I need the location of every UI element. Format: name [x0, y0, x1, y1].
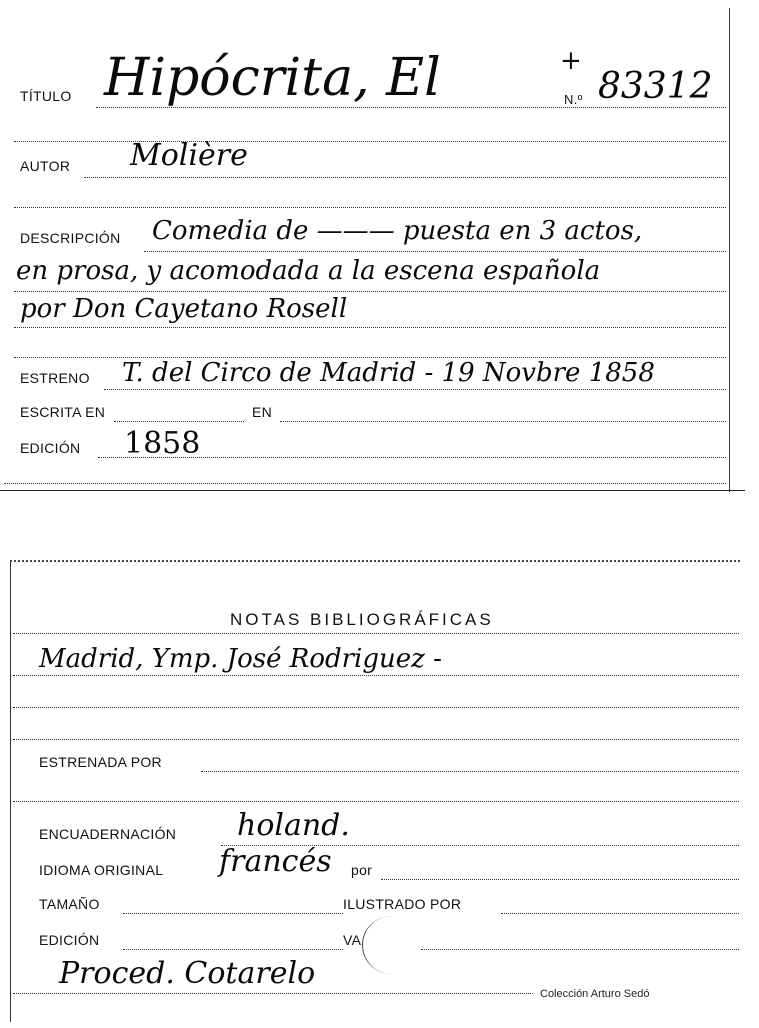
- en-line: [280, 420, 726, 422]
- descripcion-line-1: Comedia de ——— puesta en 3 actos,: [152, 216, 643, 246]
- va-line: [421, 948, 739, 950]
- numero-label: N.º: [564, 92, 583, 107]
- tamano-line: [123, 912, 343, 914]
- estreno-value: T. del Circo de Madrid - 19 Novbre 1858: [122, 358, 655, 388]
- descripcion-line-3: por Don Cayetano Rosell: [20, 294, 348, 324]
- estrenada-label: ESTRENADA POR: [39, 754, 162, 770]
- ilustrado-label: ILUSTRADO POR: [343, 896, 462, 912]
- blank-line: [13, 800, 739, 802]
- descripcion-rule: [14, 326, 726, 328]
- estreno-label: ESTRENO: [20, 370, 90, 386]
- idioma-value: francés: [219, 844, 332, 879]
- descripcion-rule: [144, 250, 726, 252]
- por-label: por: [351, 862, 373, 878]
- notas-line: [13, 706, 739, 708]
- punched-hole: [362, 916, 421, 974]
- procedencia-value: Proced. Cotarelo: [59, 956, 316, 991]
- escrita-label: ESCRITA EN: [20, 404, 106, 420]
- notas-line: [13, 632, 739, 634]
- tamano-label: TAMAÑO: [39, 896, 100, 912]
- catalog-card-front: [4, 8, 730, 492]
- notas-line: [13, 738, 739, 740]
- en-label: EN: [252, 404, 273, 420]
- notas-value: Madrid, Ymp. José Rodriguez -: [39, 644, 442, 674]
- va-label: VA: [343, 932, 362, 948]
- idioma-label: IDIOMA ORIGINAL: [39, 862, 164, 878]
- notas-heading: NOTAS BIBLIOGRÁFICAS: [230, 610, 494, 629]
- encuadernacion-value: holand.: [237, 808, 350, 843]
- autor-label: AUTOR: [20, 158, 71, 174]
- descripcion-rule: [14, 290, 726, 292]
- estreno-line: [104, 388, 726, 390]
- escrita-line: [114, 420, 244, 422]
- por-line: [381, 878, 739, 880]
- titulo-line: [96, 106, 726, 108]
- edicion-line-back: [123, 948, 343, 950]
- edicion-value: 1858: [124, 426, 201, 461]
- autor-value: Molière: [130, 138, 248, 173]
- dagger-mark: +: [560, 46, 582, 76]
- collection-credit: Colección Arturo Sedó: [540, 988, 650, 1000]
- procedencia-line: [13, 992, 533, 994]
- encuadernacion-label: ENCUADERNACIÓN: [39, 826, 177, 842]
- edicion-label: EDICIÓN: [20, 440, 81, 456]
- notas-line: [13, 674, 739, 676]
- autor-line: [84, 176, 726, 178]
- blank-line: [14, 206, 726, 208]
- edicion-line: [98, 456, 726, 458]
- descripcion-line-2: en prosa, y acomodada a la escena española: [16, 256, 601, 286]
- blank-line: [14, 140, 726, 142]
- estrenada-line: [201, 770, 739, 772]
- titulo-value: Hipócrita, El: [104, 48, 441, 108]
- edicion-label-back: EDICIÓN: [39, 932, 100, 948]
- ilustrado-line: [501, 912, 739, 914]
- titulo-label: TÍTULO: [20, 88, 72, 104]
- descripcion-label: DESCRIPCIÓN: [20, 230, 121, 246]
- blank-line: [4, 482, 726, 484]
- numero-value: 83312: [598, 66, 713, 107]
